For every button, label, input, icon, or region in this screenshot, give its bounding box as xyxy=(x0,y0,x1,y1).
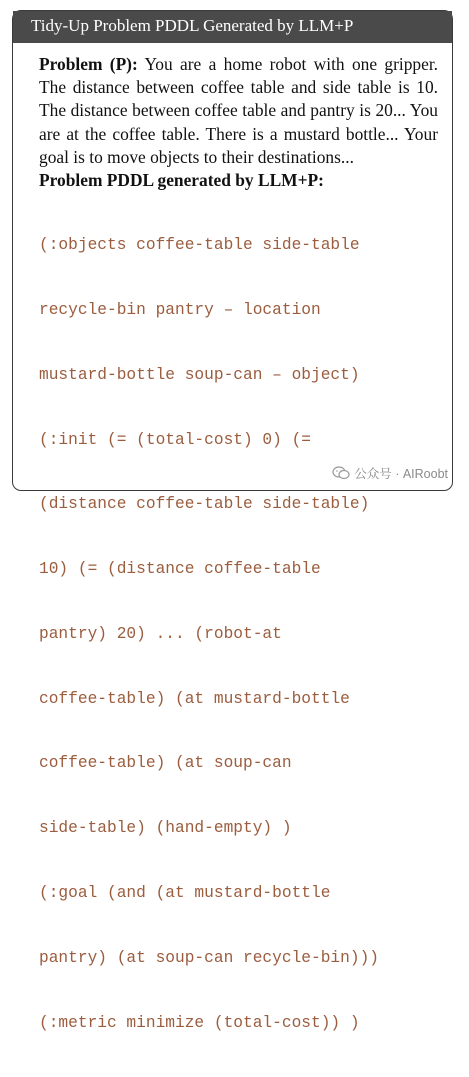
pddl-line: recycle-bin pantry – location xyxy=(39,300,321,319)
problem-text: You are a home robot with one gripper. The distance between coffee table and side table is 10. The distance between coffee table and pantry is 20... You are at the coffee table. There is a mustard bottle... Your goal is to move objects to their destinations... xyxy=(39,54,438,167)
pddl-line: (:objects coffee-table side-table xyxy=(39,236,360,255)
pddl-heading: Problem PDDL generated by LLM+P: xyxy=(39,170,324,191)
watermark-text: 公众号 · AIRoobt xyxy=(354,467,448,481)
pddl-line: coffee-table) (at soup-can xyxy=(39,754,292,773)
pddl-line: side-table) (hand-empty) ) xyxy=(39,819,292,838)
watermark xyxy=(329,463,451,483)
pddl-example-box xyxy=(12,10,453,1032)
pddl-line: mustard-bottle soup-can – object) xyxy=(39,365,360,384)
wechat-icon xyxy=(332,466,350,480)
pddl-line: (:metric minimize (total-cost)) ) xyxy=(39,1013,360,1032)
pddl-line: (:init (= (total-cost) 0) (= xyxy=(39,430,311,449)
problem-description xyxy=(39,53,438,169)
box-body xyxy=(13,43,452,1077)
pddl-line: pantry) 20) ... (robot-at xyxy=(39,624,282,643)
pddl-line: (distance coffee-table side-table) xyxy=(39,495,370,514)
pddl-code-block xyxy=(39,192,438,1077)
box-title: Tidy-Up Problem PDDL Generated by LLM+P xyxy=(13,11,452,43)
pddl-line: coffee-table) (at mustard-bottle xyxy=(39,689,350,708)
pddl-line: (:goal (and (at mustard-bottle xyxy=(39,884,331,903)
pddl-line: 10) (= (distance coffee-table xyxy=(39,560,321,579)
problem-label: Problem (P): xyxy=(39,54,138,74)
pddl-line: pantry) (at soup-can recycle-bin))) xyxy=(39,948,379,967)
